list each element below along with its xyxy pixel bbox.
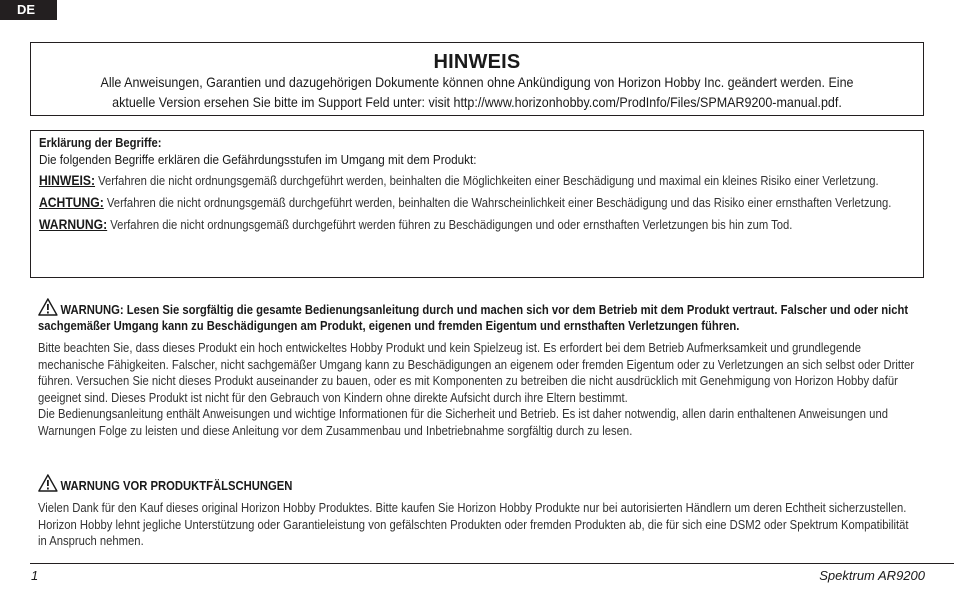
term-keyword: WARNUNG: — [39, 217, 108, 232]
warning-triangle-icon — [38, 298, 58, 316]
terms-box — [30, 130, 924, 278]
terms-intro: Die folgenden Begriffe erklären die Gefährdungsstufen im Umgang mit dem Produkt: — [39, 152, 477, 167]
warning-content — [38, 298, 916, 439]
counterfeit-heading — [38, 474, 916, 494]
warning-heading — [38, 298, 916, 334]
counterfeit-content — [38, 474, 916, 550]
term-warnung — [39, 216, 917, 234]
term-text: Verfahren die nicht ordnungsgemäß durchgeführt werden, beinhalten die Möglichkeiten einer Beschädigung und maximal ein kleines Risiko einer Verletzung. — [95, 174, 879, 188]
warning-paragraph-1: Bitte beachten Sie, dass dieses Produkt ein hoch entwickeltes Hobby Produkt und kein Spielzeug ist. Es erfordert bei dem Betrieb Aufmerksamkeit und grundlegende mechanische Fähigkeiten. Falscher, nicht sachgemäßer Umgang kann zu Beschädigungen an eigenem oder fremden Eigentum oder zu Verletzungen an sich selbst oder Dritter führen. Versuchen Sie nicht dieses Produkt auseinander zu bauen, oder es mit Komponenten zu betreiben die nicht ausdrücklich mit Genehmigung von Horizon Hobby dafür geeignet sind. Dieses Produkt ist nicht für den Gebrauch von Kindern ohne direkte Aufsicht durch ihre Eltern bestimmt. — [38, 341, 915, 405]
notice-body: Alle Anweisungen, Garantien und dazugehörigen Dokumente können ohne Ankündigung von Horizon Hobby Inc. geändert werden. Eine aktuelle Version ersehen Sie bitte im Support Feld unter: visit http://www.horizonhobby.com/ProdInfo/Files/SPMAR9200-manual.pdf. — [100, 75, 854, 110]
notice-box — [30, 42, 924, 116]
warning-triangle-icon — [38, 474, 58, 492]
term-keyword: ACHTUNG: — [39, 195, 104, 210]
footer-divider — [30, 563, 954, 564]
page-number: 1 — [31, 568, 39, 583]
term-text: Verfahren die nicht ordnungsgemäß durchgeführt werden, beinhalten die Wahrscheinlichkeit einer Beschädigung und das Risiko einer ernsthaften Verletzung. — [103, 196, 892, 210]
term-keyword: HINWEIS: — [39, 173, 96, 188]
language-tab: DE — [0, 0, 57, 20]
term-achtung — [39, 194, 917, 212]
warning-section — [38, 298, 918, 439]
counterfeit-section — [38, 474, 918, 550]
terms-content — [39, 135, 917, 234]
counterfeit-heading-text: WARNUNG VOR PRODUKTFÄLSCHUNGEN — [60, 479, 293, 493]
footer-doc-title: Spektrum AR9200 — [819, 568, 925, 583]
terms-heading: Erklärung der Begriffe: — [39, 136, 162, 150]
warning-paragraph-2: Die Bedienungsanleitung enthält Anweisungen und wichtige Informationen für die Sicherheit und Betrieb. Es ist daher notwendig, allen darin enthaltenen Anweisungen und Warnungen Folge zu leisten und diese Anleitung vor dem Zusammenbau und Inbetriebnahme sorgfältig durch zu lesen. — [38, 407, 888, 438]
warning-heading-text: WARNUNG: Lesen Sie sorgfältig die gesamte Bedienungsanleitung durch und machen sich vor dem Betrieb mit dem Produkt vertraut. Falscher und oder nicht sachgemäßer Umgang kann zu Beschädigungen am Produkt, eigenen und fremden Eigentum und ernsthaften Verletzungen führen. — [38, 303, 909, 333]
counterfeit-body: Vielen Dank für den Kauf dieses original Horizon Hobby Produktes. Bitte kaufen Sie Horizon Hobby Produkte nur bei autorisierten Händlern um deren Echtheit sicherzustellen. Horizon Hobby lehnt jegliche Unterstützung oder Garantieleistung von gefälschten Produkten oder fremden Produkten ab, die für sich eine DSM2 oder Spektrum Kompatibilität in Anspruch nehmen. — [38, 501, 909, 548]
term-hinweis — [39, 172, 917, 190]
notice-title: HINWEIS — [433, 51, 521, 73]
term-text: Verfahren die nicht ordnungsgemäß durchgeführt werden führen zu Beschädigungen und oder ernsthaften Verletzungen bis hin zum Tod. — [107, 218, 793, 232]
